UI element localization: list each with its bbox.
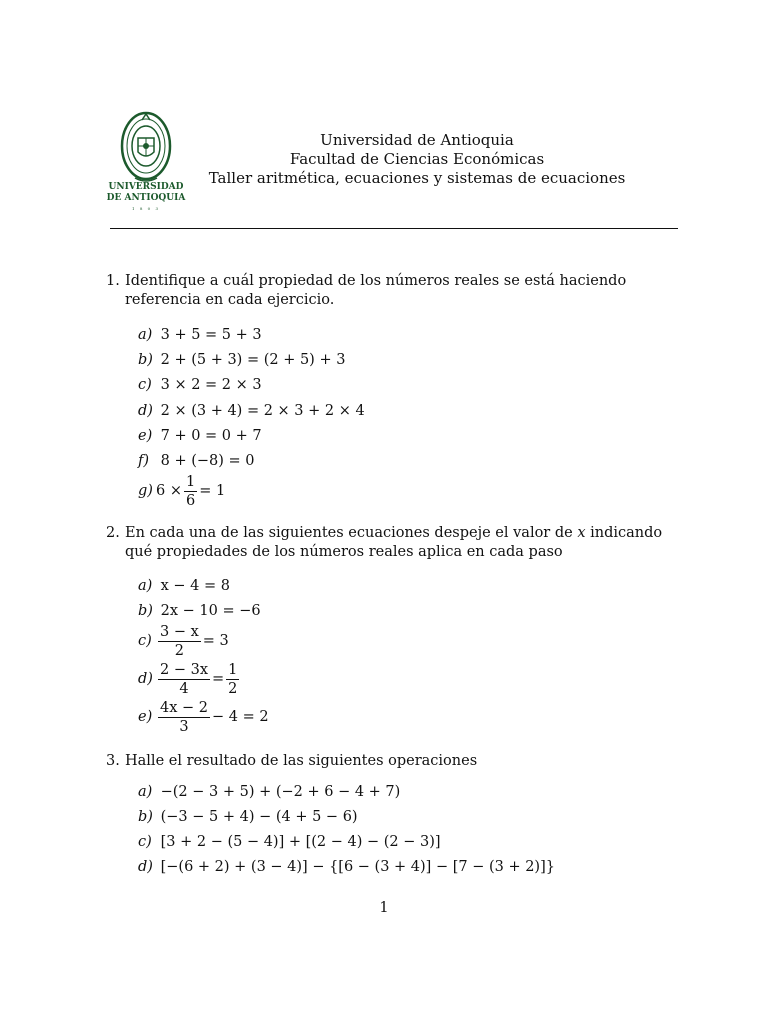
question-text: Identifique a cuál propiedad de los números reales se está haciendo referencia en cada ejercicio. [125,273,627,308]
logo-line-2: DE ANTIOQUIA [106,193,186,203]
fraction [226,662,239,697]
list-item [138,326,262,345]
question-text-a: En cada una de las siguientes ecuaciones despeje el valor de [125,525,573,541]
fraction-denominator: 3 [179,719,189,735]
item-label: e) [138,428,153,444]
university-title: Universidad de Antioquia [320,131,514,149]
item-expression: (−3 − 5 + 4) − (4 + 5 − 6) [160,809,358,825]
list-item [138,700,269,735]
item-expression-post: = 3 [202,633,229,649]
fraction [158,700,210,735]
fraction-numerator: 4x − 2 [160,700,208,716]
question-3 [106,752,686,771]
fraction-denominator: 2 [228,681,238,697]
item-expression: 3 × 2 = 2 × 3 [160,377,262,393]
list-item [138,602,261,621]
item-label: c) [138,377,152,393]
workshop-title: Taller aritmética, ecuaciones y sistemas de ecuaciones [208,169,626,187]
item-expression: 3 + 5 = 5 + 3 [160,327,262,343]
item-expression: x − 4 = 8 [160,578,230,594]
item-expression: [3 + 2 − (5 − 4)] + [(2 − 4) − (2 − 3)] [160,834,441,850]
item-expression-post: = 1 [199,483,226,499]
fraction-numerator: 1 [228,662,238,678]
item-expression: 7 + 0 = 0 + 7 [160,428,262,444]
fraction [158,624,201,659]
item-label: d) [138,403,153,419]
item-label: a) [138,578,153,594]
equals-sign: = [212,671,225,687]
list-item [138,427,262,446]
item-expression: 8 + (−8) = 0 [160,453,255,469]
item-label: b) [138,603,153,619]
item-label: a) [138,327,153,343]
document-header [200,131,634,188]
item-label: d) [138,671,153,687]
header-divider [110,228,678,229]
fraction-denominator: 2 [174,643,184,659]
fraction-denominator: 6 [185,493,196,509]
question-text: Halle el resultado de las siguientes operaciones [125,753,478,769]
item-label: f) [138,453,150,469]
item-label: b) [138,809,153,825]
item-expression: −(2 − 3 + 5) + (−2 + 6 − 4 + 7) [160,784,401,800]
list-item [138,351,345,370]
faculty-title: Facultad de Ciencias Económicas [289,150,545,168]
university-seal-icon [105,108,187,186]
logo-year: 1 8 0 3 [132,206,160,211]
item-label: a) [138,784,153,800]
fraction [158,662,210,697]
logo-line-1: UNIVERSIDAD [108,182,184,192]
list-item [138,452,254,471]
question-text-b: indicando qué propiedades de los números reales aplica en cada paso [125,525,663,560]
item-label: c) [138,633,152,649]
list-item [138,402,365,421]
item-expression: 2 + (5 + 3) = (2 + 5) + 3 [160,352,346,368]
item-label: d) [138,859,153,875]
item-label: g) [138,483,153,499]
page-number: 1 [379,900,389,916]
item-expression: 2 × (3 + 4) = 2 × 3 + 2 × 4 [160,403,365,419]
fraction [184,474,197,509]
list-item [138,376,262,395]
list-item [138,858,555,877]
university-logo [105,108,187,214]
item-expression-post: − 4 = 2 [212,709,269,725]
list-item [138,624,229,659]
item-label: c) [138,834,152,850]
item-label: e) [138,709,153,725]
list-item [138,474,225,509]
list-item [138,783,400,802]
question-number: 2. [106,525,120,541]
question-text [125,524,686,562]
fraction-denominator: 4 [179,681,189,697]
fraction-numerator: 3 − x [160,624,199,640]
item-expression: 2x − 10 = −6 [160,603,261,619]
fraction-numerator: 1 [185,474,196,490]
question-1 [106,272,686,310]
question-number: 3. [106,753,120,769]
variable-x: x [577,525,586,541]
fraction-numerator: 2 − 3x [160,662,208,678]
question-number: 1. [106,273,120,289]
list-item [138,808,358,827]
item-expression: [−(6 + 2) + (3 − 4)] − {[6 − (3 + 4)] − [7 − (3 + 2)]} [160,859,555,875]
list-item [138,662,241,697]
item-label: b) [138,352,153,368]
list-item [138,833,441,852]
question-2 [106,524,686,562]
item-expression-pre: 6 × [156,483,182,499]
list-item [138,577,230,596]
